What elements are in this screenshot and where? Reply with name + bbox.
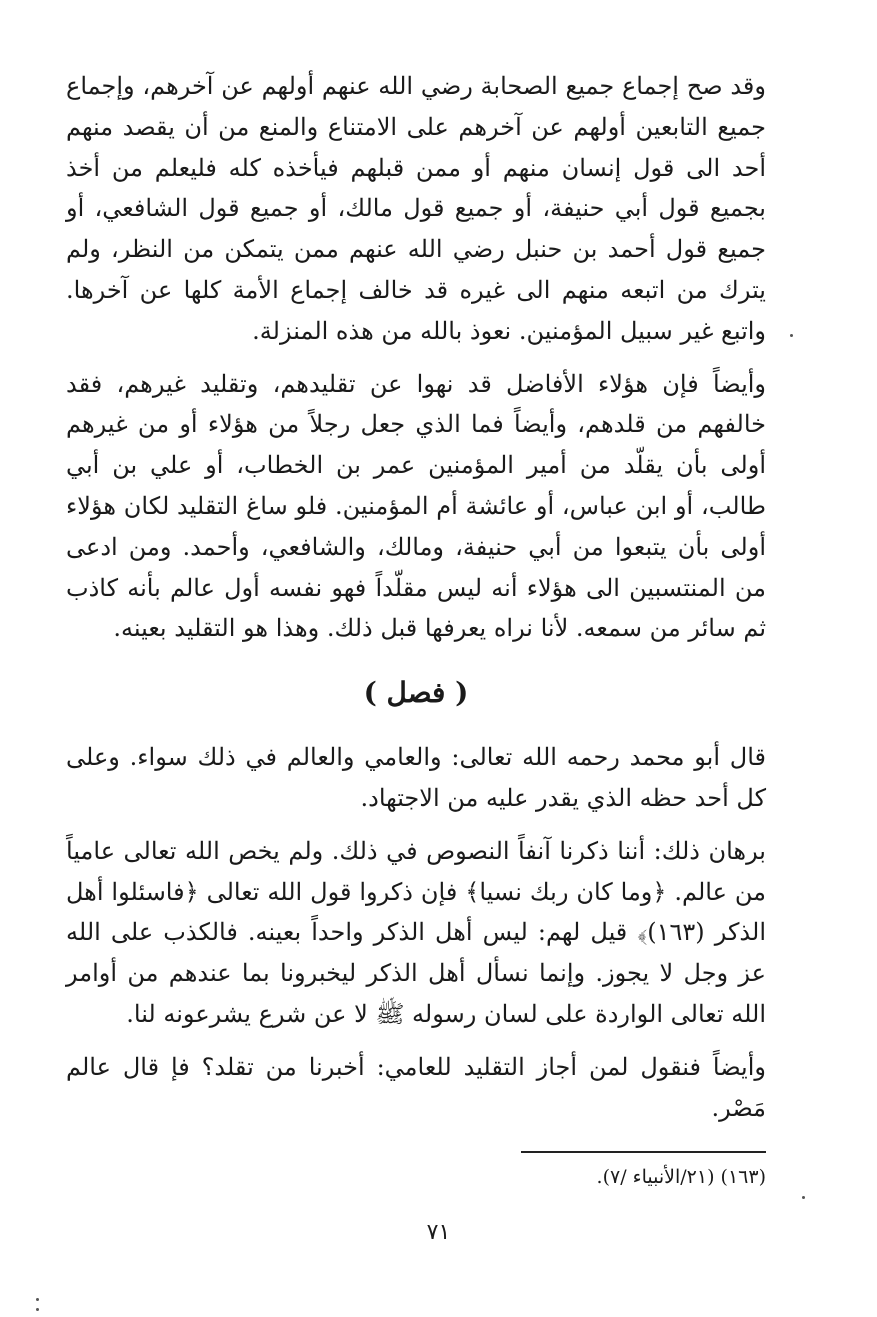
footnote-divider	[521, 1151, 766, 1153]
scan-speck	[802, 1196, 805, 1199]
footnote: (١٦٣) (٢١/الأنبياء /٧).	[596, 1166, 766, 1188]
paragraph-aydan: وأيضاً فنقول لمن أجاز التقليد للعامي: أخبرنا من تقلد؟ فإ قال عالم مَصْر.	[66, 1052, 766, 1122]
paragraph-gap	[66, 352, 766, 364]
paragraph-burhan: برهان ذلك: أننا ذكرنا آنفاً النصوص في ذلك. ولم يخص الله تعالى عامياً من عالم. ﴿وما كان ربك نسيا﴾ فإن ذكروا قول الله تعالى ﴿فاسئلوا أهل الذكر (١٦٣)﴾ قيل لهم: ليس أهل الذكر واحداً بعينه. فالكذب على الله عز وجل لا يجوز. وإنما نسأل أهل الذكر ليخبرونا بما عندهم من أوامر الله تعالى الواردة على لسان رسوله ﷺ لا عن شرع يشرعونه لنا.	[66, 836, 766, 1028]
scan-speck	[790, 334, 793, 337]
heading-gap-before	[66, 649, 766, 673]
page-number: ٧١	[426, 1220, 451, 1245]
paragraph-abu-muhammad: قال أبو محمد رحمه الله تعالى: والعامي والعالم في ذلك سواء. وعلى كل أحد حظه الذي يقدر عليه من الاجتهاد.	[66, 743, 767, 812]
page-body	[66, 66, 766, 1128]
paragraph-taqlid: وأيضاً فإن هؤلاء الأفاضل قد نهوا عن تقليدهم، وتقليد غيرهم، فقد خالفهم من قلدهم، وأيضاً فما الذي جعل رجلاً من هؤلاء أو من غيرهم أولى بأن يقلّد من أمير المؤمنين عمر بن الخطاب، أو علي بن أبي طالب، أو ابن عباس، أو عائشة أم المؤمنين. فلو ساغ التقليد لكان هؤلاء أولى بأن يتبعوا من أبي حنيفة، ومالك، والشافعي، وأحمد. ومن ادعى من المنتسبين الى هؤلاء أنه ليس مقلّداً فهو نفسه أول عالم بأنه كاذب ثم سائر من سمعه. لأنا نراه يعرفها قبل ذلك. وهذا هو التقليد بعينه.	[66, 369, 766, 643]
paragraph-gap	[66, 819, 766, 831]
scan-speck	[36, 1298, 39, 1301]
heading-gap-after	[66, 713, 766, 737]
section-heading: ( فصل )	[363, 676, 469, 710]
scan-speck	[36, 1308, 39, 1311]
paragraph-ijma: وقد صح إجماع جميع الصحابة رضي الله عنهم أولهم عن آخرهم، وإجماع جميع التابعين أولهم عن آخرهم على الامتناع والمنع من أن يقصد منهم أحد الى قول إنسان منهم أو ممن قبلهم فيأخذه كله فليعلم من أخذ بجميع قول أبي حنيفة، أو جميع قول مالك، أو جميع قول الشافعي، أو جميع قول أحمد بن حنبل رضي الله عنهم ممن يتمكن من النظر، ولم يترك من اتبعه منهم الى غيره قد خالف إجماع الأمة كلها عن آخرها. واتبع غير سبيل المؤمنين. نعوذ بالله من هذه المنزلة.	[66, 72, 766, 345]
paragraph-gap	[66, 1035, 766, 1047]
